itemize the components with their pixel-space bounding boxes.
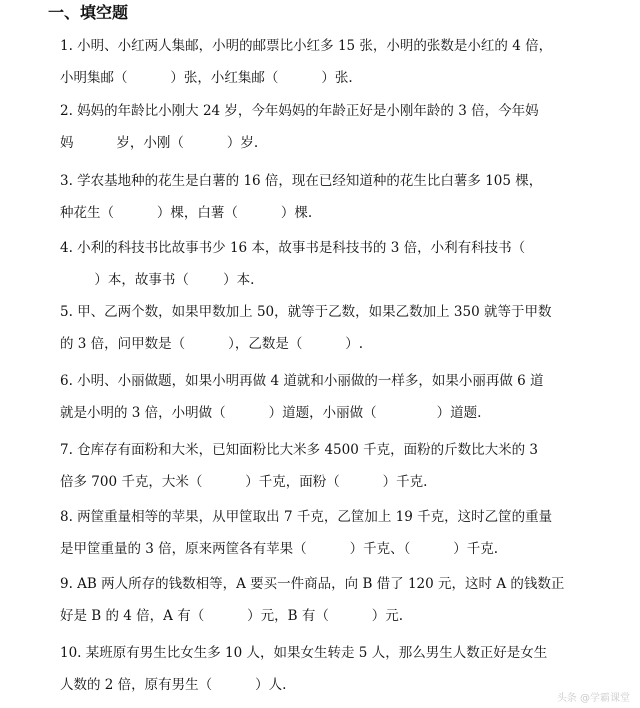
q5-line-1: 5. 甲、乙两个数，如果甲数加上 50，就等于乙数，如果乙数加上 350 就等于甲数 [60, 304, 552, 320]
watermark: 头条 @学霸课堂 [556, 693, 630, 704]
q6-line-2: 就是小明的 3 倍，小明做（ ）道题，小丽做（ ）道题. [60, 405, 482, 421]
q4-line-1: 4. 小利的科技书比故事书少 16 本，故事书是科技书的 3 倍，小利有科技书（ [60, 240, 526, 256]
q3-line-2: 种花生（ ）棵，白薯（ ）棵. [60, 205, 313, 221]
q8-line-1: 8. 两筐重量相等的苹果，从甲筐取出 7 千克，乙筐加上 19 千克，这时乙筐的重量 [60, 509, 553, 525]
q7-line-2: 倍多 700 千克，大米（ ）千克，面粉（ ）千克. [60, 474, 428, 490]
q3-line-1: 3. 学农基地种的花生是白薯的 16 倍，现在已经知道种的花生比白薯多 105 棵， [60, 173, 543, 189]
q5-line-2: 的 3 倍，问甲数是（ ），乙数是（ ）. [60, 336, 364, 352]
q1-line-2: 小明集邮（ ）张，小红集邮（ ）张. [60, 70, 353, 86]
q2-line-2: 妈 岁，小刚（ ）岁. [60, 135, 259, 151]
q7-line-1: 7. 仓库存有面粉和大米，已知面粉比大米多 4500 千克，面粉的斤数比大米的 3 [60, 442, 538, 458]
q10-line-1: 10. 某班原有男生比女生多 10 人，如果女生转走 5 人，那么男生人数正好是女生 [60, 645, 548, 661]
q6-line-1: 6. 小明、小丽做题，如果小明再做 4 道就和小丽做的一样多，如果小丽再做 6 道 [60, 373, 544, 389]
q10-line-2: 人数的 2 倍，原有男生（ ）人. [60, 677, 287, 693]
section-title: 一、填空题 [48, 3, 129, 22]
q9-line-1: 9. AB 两人所存的钱数相等，A 要买一件商品，向 B 借了 120 元，这时 A 的钱数正 [60, 576, 565, 592]
q4-line-2: ）本，故事书（ ）本. [60, 272, 255, 288]
q1-line-1: 1. 小明、小红两人集邮，小明的邮票比小红多 15 张，小明的张数是小红的 4 倍， [60, 38, 553, 54]
q9-line-2: 好是 B 的 4 倍，A 有（ ）元，B 有（ ）元. [60, 608, 404, 624]
q2-line-1: 2. 妈妈的年龄比小刚大 24 岁，今年妈妈的年龄正好是小刚年龄的 3 倍，今年妈 [60, 103, 539, 119]
q8-line-2: 是甲筐重量的 3 倍，原来两筐各有苹果（ ）千克、（ ）千克. [60, 541, 499, 557]
